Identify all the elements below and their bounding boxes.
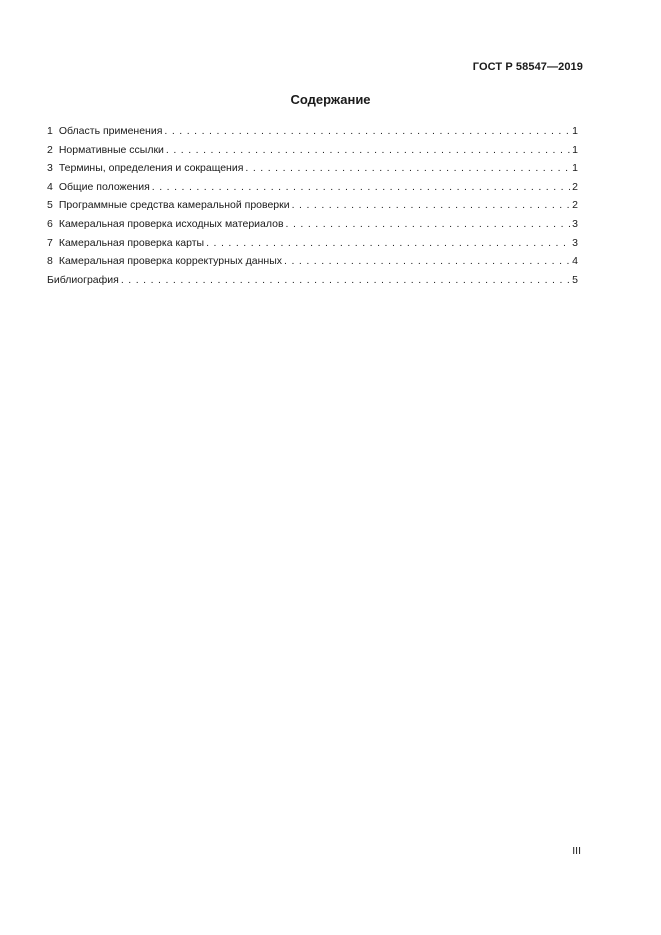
toc-entry-title: Термины, определения и сокращения: [58, 162, 244, 175]
dot-leader: [166, 143, 570, 157]
toc-entry-number: 6: [47, 217, 53, 230]
toc-entry-title: Программные средства камеральной проверки: [58, 199, 290, 212]
dot-leader: [292, 198, 571, 212]
dot-leader: [245, 161, 570, 175]
toc-entry-number: 5: [47, 199, 53, 212]
toc-entry-title: Камеральная проверка карты: [58, 236, 205, 249]
toc-entry-page: 3: [572, 236, 578, 249]
toc-entry[interactable]: [47, 217, 578, 236]
toc-entry[interactable]: [47, 198, 578, 217]
toc-entry-title: Нормативные ссылки: [58, 143, 164, 156]
table-of-contents: [47, 124, 578, 291]
toc-entry[interactable]: [47, 143, 578, 162]
toc-entry-page: 1: [572, 143, 578, 156]
toc-entry-label: [47, 198, 290, 212]
toc-entry-page: 3: [572, 217, 578, 230]
toc-entry-page: 4: [572, 255, 578, 268]
toc-entry-label: [47, 236, 204, 250]
toc-entry-title: Область применения: [58, 125, 163, 137]
toc-entry-label: [47, 254, 282, 268]
dot-leader: [121, 273, 570, 287]
toc-entry[interactable]: [47, 236, 578, 255]
toc-entry-page: 2: [572, 199, 578, 212]
toc-entry-label: [47, 161, 243, 175]
toc-entry-number: 7: [47, 236, 53, 249]
toc-entry-number: 1: [47, 125, 53, 137]
toc-entry-number: 2: [47, 143, 53, 156]
toc-entry-number: 8: [47, 255, 53, 268]
toc-entry-title: Общие положения: [58, 180, 150, 193]
toc-entry-bibliography[interactable]: [47, 273, 578, 292]
toc-entry-label: [47, 124, 162, 138]
toc-entry-page: 5: [572, 273, 578, 286]
toc-entry-title: Камеральная проверка исходных материалов: [58, 217, 284, 230]
page-number: III: [572, 845, 581, 857]
toc-entry[interactable]: [47, 254, 578, 273]
dot-leader: [284, 254, 570, 268]
toc-entry[interactable]: [47, 161, 578, 180]
toc-entry-label: [47, 273, 119, 287]
toc-entry-page: 2: [572, 180, 578, 193]
toc-entry-title: Камеральная проверка корректурных данных: [58, 255, 283, 268]
toc-entry-page: 1: [572, 125, 578, 137]
dot-leader: [164, 124, 570, 138]
document-code: ГОСТ Р 58547—2019: [472, 61, 583, 73]
dot-leader: [286, 217, 571, 231]
toc-entry-page: 1: [572, 162, 578, 175]
dot-leader: [206, 236, 570, 250]
dot-leader: [152, 180, 570, 194]
toc-entry-label: [47, 180, 150, 194]
toc-title: Содержание: [290, 92, 371, 107]
toc-entry-label: [47, 217, 284, 231]
toc-entry-title: Библиография: [47, 273, 119, 286]
toc-entry-label: [47, 143, 164, 157]
toc-entry-number: 4: [47, 180, 53, 193]
toc-entry[interactable]: [47, 180, 578, 199]
toc-entry-number: 3: [47, 162, 53, 175]
toc-entry[interactable]: [47, 124, 578, 143]
